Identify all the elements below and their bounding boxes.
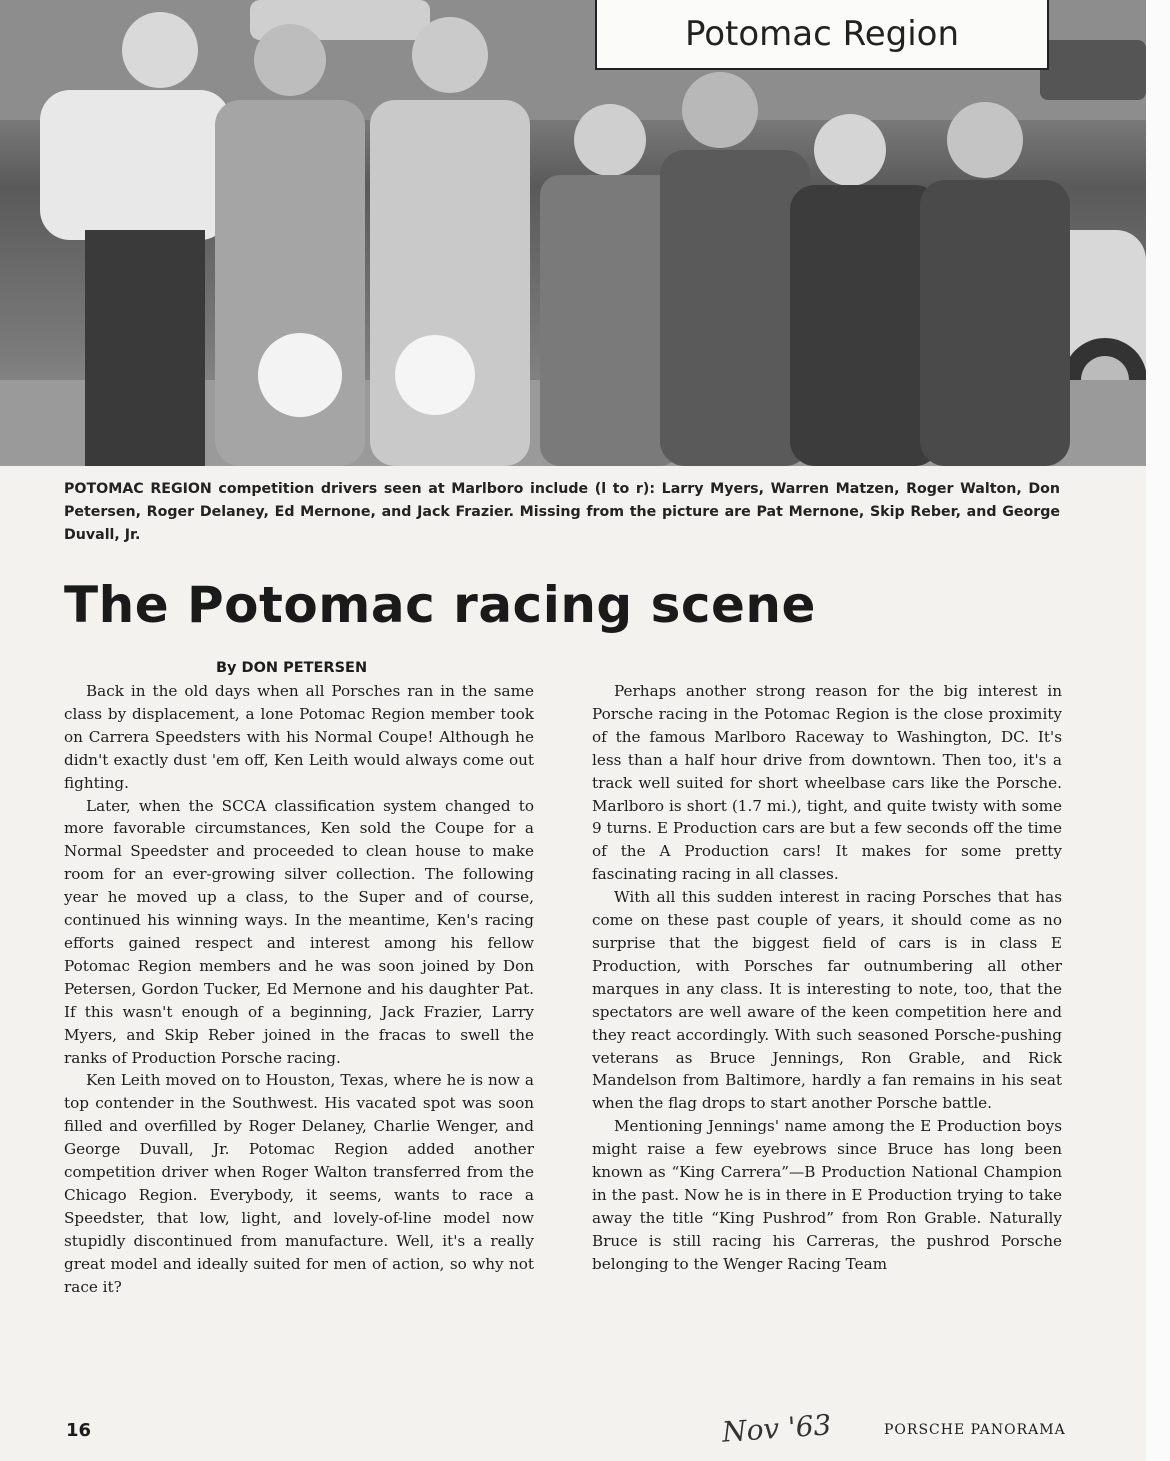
- article-headline: The Potomac racing scene: [64, 576, 816, 634]
- article-byline: By DON PETERSEN: [216, 660, 368, 676]
- paragraph: With all this sudden interest in racing Porsches that has come on these past couple of years, it should come as no surprise that the biggest field of cars is in class E Production, with Porsches far outnumbering all other marques in any class. It is interesting to note, too, that the spectators are well aware of the keen competition here and they react accordingly. With such seasoned Porsche-pushing veterans as Bruce Jennings, Ron Grable, and Rick Mandelson from Baltimore, hardly a fan remains in his seat when the flag drops to start another Porsche battle.: [592, 888, 1062, 1113]
- region-label: Potomac Region: [595, 0, 1049, 70]
- left-column: [64, 680, 534, 1298]
- photo-caption: POTOMAC REGION competition drivers seen at Marlboro include (l to r): Larry Myers, Warren Matzen, Roger Walton, Don Petersen, Roger Delaney, Ed Mernone, and Jack Frazier. Missing from the picture are Pat Mernone, Skip Reber, and George Duvall, Jr.: [64, 481, 1060, 543]
- magazine-name: PORSCHE PANORAMA: [884, 1422, 1066, 1438]
- handwritten-date: Nov '63: [720, 1408, 833, 1449]
- paragraph: Ken Leith moved on to Houston, Texas, where he is now a top contender in the Southwest. His vacated spot was soon filled and overfilled by Roger Delaney, Charlie Wenger, and George Duvall, Jr. Potomac Region added another competition driver when Roger Walton transferred from the Chicago Region. Everybody, it seems, wants to race a Speedster, that low, light, and lovely-of-line model now stupidly discontinued from manufacture. Well, it's a really great model and ideally suited for men of action, so why not race it?: [64, 1071, 534, 1296]
- paragraph: Later, when the SCCA classification system changed to more favorable circumstances, Ken sold the Coupe for a Normal Speedster and proceeded to clean house to make room for an ever-growing silver collection. The following year he moved up a class, to the Super and of course, continued his winning ways. In the meantime, Ken's racing efforts gained respect and interest among his fellow Potomac Region members and he was soon joined by Don Petersen, Gordon Tucker, Ed Mernone and his daughter Pat. If this wasn't enough of a beginning, Jack Frazier, Larry Myers, and Skip Reber joined in the fracas to swell the ranks of Production Porsche racing.: [64, 796, 534, 1067]
- paragraph: Mentioning Jennings' name among the E Production boys might raise a few eyebrows since Bruce has long been known as “King Carrera”—B Production National Champion in the past. Now he is in there in E Production trying to take away the title “King Pushrod” from Ron Grable. Naturally Bruce is still racing his Carreras, the pushrod Porsche belonging to the Wenger Racing Team: [592, 1117, 1062, 1273]
- page-number: 16: [66, 1420, 92, 1441]
- paragraph: Back in the old days when all Porsches ran in the same class by displacement, a lone Potomac Region member took on Carrera Speedsters with his Normal Coupe! Although he didn't exactly dust 'em off, Ken Leith would always come out fighting.: [64, 682, 534, 792]
- right-column: [592, 680, 1062, 1276]
- scan-edge: [1146, 0, 1170, 1461]
- paragraph: Perhaps another strong reason for the big interest in Porsche racing in the Potomac Region is the close proximity of the famous Marlboro Raceway to Washington, DC. It's less than a half hour drive from downtown. Then too, it's a track well suited for short wheelbase cars like the Porsche. Marlboro is short (1.7 mi.), tight, and quite twisty with some 9 turns. E Production cars are but a few seconds off the time of the A Production cars! It makes for some pretty fascinating racing in all classes.: [592, 682, 1062, 884]
